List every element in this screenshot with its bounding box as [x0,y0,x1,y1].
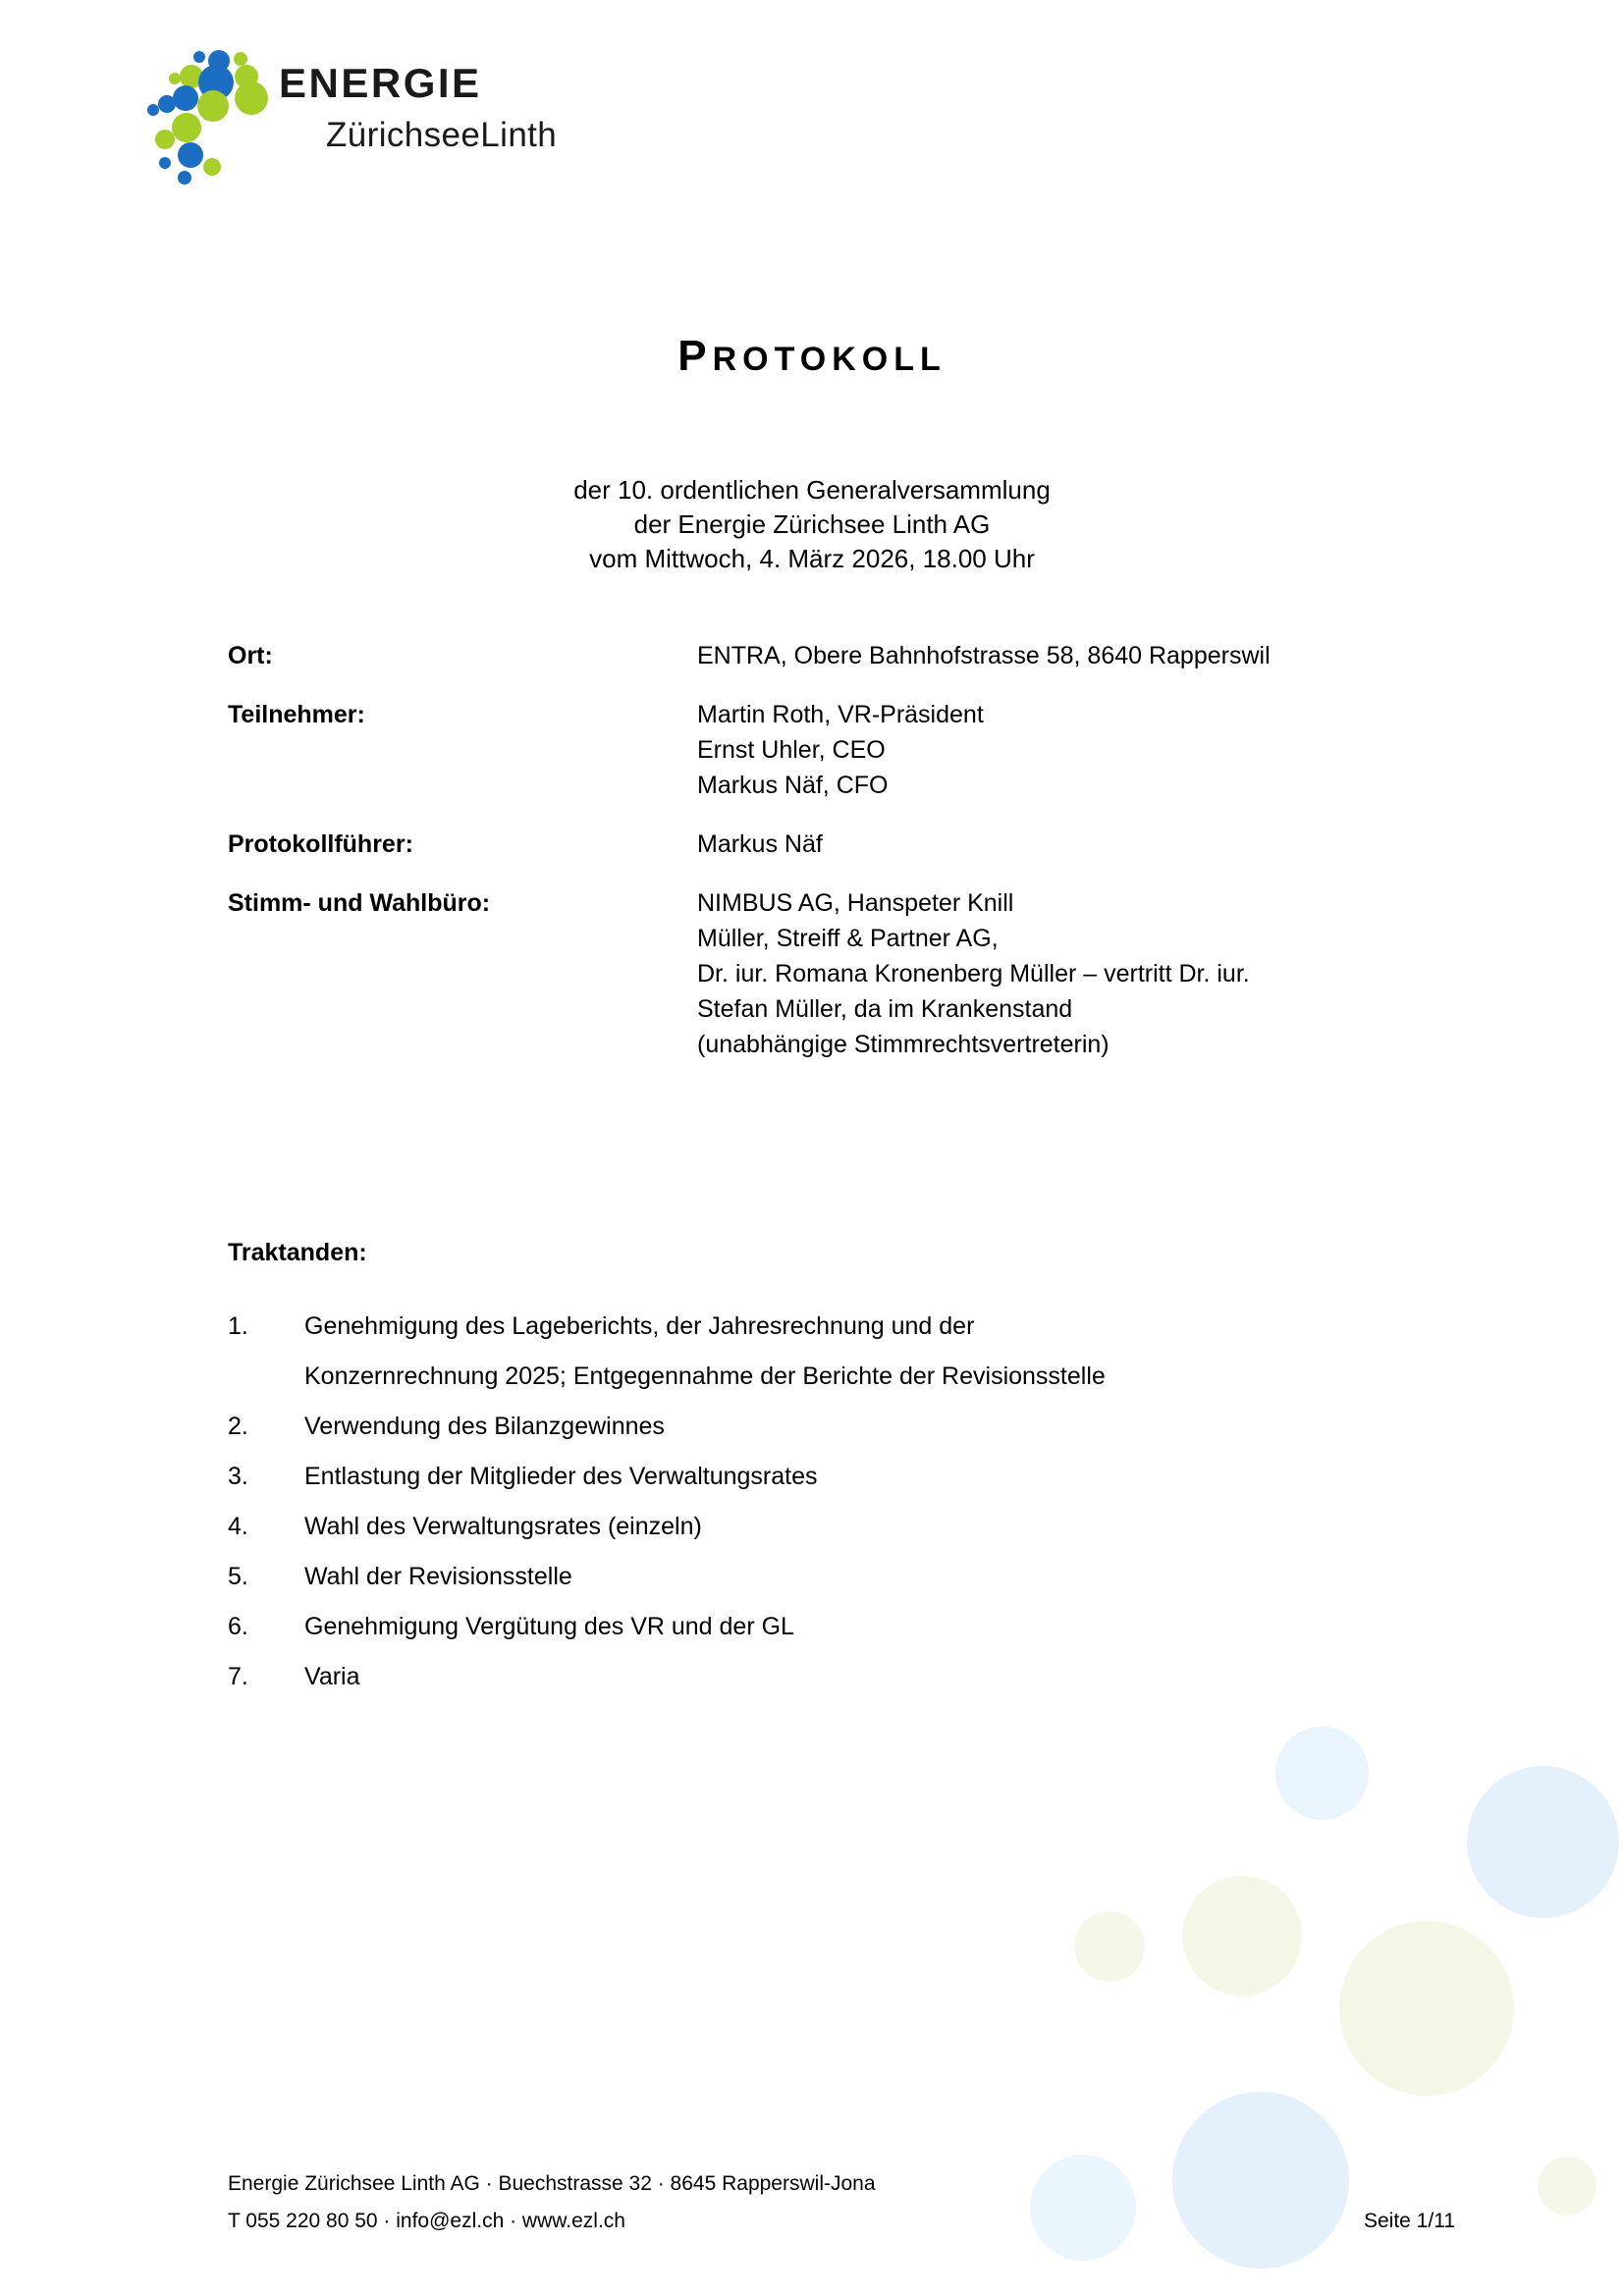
meta-label: Teilnehmer: [228,701,365,728]
agenda-item-number: 3. [228,1463,248,1490]
logo-wordmark [279,60,573,154]
meta-value-line: Dr. iur. Romana Kronenberg Müller – vertritt Dr. iur. [697,960,1250,988]
agenda-item-text: Wahl der Revisionsstelle [304,1563,572,1590]
meta-block [228,638,1406,1086]
meta-value-line: (unabhängige Stimmrechtsvertreterin) [697,1031,1110,1058]
agenda-item-text: Wahl des Verwaltungsrates (einzeln) [304,1513,702,1540]
logo-wordmark-secondary: ZürichseeLinth [326,116,558,154]
agenda-item [228,1602,1455,1652]
agenda-item-line: Genehmigung des Lageberichts, der Jahresrechnung und der [304,1312,975,1340]
meta-label: Protokollführer: [228,830,413,858]
agenda-item-number: 2. [228,1413,248,1440]
agenda-list [228,1302,1455,1702]
meta-value-line: NIMBUS AG, Hanspeter Knill [697,889,1014,917]
page-number: Seite 1/11 [1363,2210,1455,2232]
meta-row-protokollfuehrer [228,827,1406,862]
subtitle-line: der 10. ordentlichen Generalversammlung [573,475,1051,505]
logo-wordmark-primary: ENERGIE [279,60,482,106]
agenda-item-text: Genehmigung Vergütung des VR und der GL [304,1613,794,1640]
agenda-item-number: 4. [228,1513,248,1540]
agenda-item [228,1402,1455,1452]
subtitle-line: der Energie Zürichsee Linth AG [633,509,991,539]
agenda-item [228,1452,1455,1502]
decorative-bubble [1339,1921,1514,2096]
meta-value [697,885,1406,1062]
footer-contact-text: T 055 220 80 50 · info@ezl.ch · www.ezl.ch [228,2210,625,2232]
footer-contact-line [228,2203,1455,2240]
agenda-item-text: Entlastung der Mitglieder des Verwaltungsrates [304,1463,818,1490]
agenda-item [228,1302,1455,1402]
agenda-item [228,1502,1455,1552]
page-title-initial: P [677,332,713,380]
agenda-item-number: 7. [228,1663,248,1690]
meta-value-line: Stefan Müller, da im Krankenstand [697,995,1073,1023]
meta-value-line: Müller, Streiff & Partner AG, [697,925,999,952]
decorative-bubble [1467,1766,1619,1918]
page-title-rest: ROTOKOLL [712,341,947,378]
agenda-item-text [304,1302,1455,1402]
decorative-bubble [1074,1911,1145,1982]
meta-value-line: Markus Näf [697,830,823,858]
meta-row-stimm-und-wahlbuero [228,885,1406,1062]
agenda-item-number: 1. [228,1312,248,1340]
meta-value-line: Ernst Uhler, CEO [697,736,886,764]
decorative-bubble [1538,2157,1597,2216]
meta-value [697,638,1406,673]
agenda-item-number: 5. [228,1563,248,1590]
meta-value [697,697,1406,803]
meta-value-line: ENTRA, Obere Bahnhofstrasse 58, 8640 Rapperswil [697,642,1271,669]
subtitle-line: vom Mittwoch, 4. März 2026, 18.00 Uhr [589,544,1035,573]
agenda-item [228,1552,1455,1602]
meta-value-line: Markus Näf, CFO [697,772,889,799]
meta-label: Stimm- und Wahlbüro: [228,889,491,917]
agenda-item-text: Verwendung des Bilanzgewinnes [304,1413,665,1440]
agenda-item [228,1652,1455,1702]
document-subtitle [0,473,1624,576]
agenda-item-number: 6. [228,1613,248,1640]
company-logo [145,47,568,185]
meta-row-ort [228,638,1406,673]
page-footer [228,2165,1455,2240]
meta-row-teilnehmer [228,697,1406,803]
footer-address-line: Energie Zürichsee Linth AG · Buechstrasse 32 · 8645 Rapperswil-Jona [228,2172,876,2195]
meta-value-line: Martin Roth, VR-Präsident [697,701,984,728]
logo-dot-cluster-icon [145,47,273,185]
agenda-item-text: Varia [304,1663,360,1690]
agenda-heading: Traktanden: [228,1239,367,1266]
decorative-bubble [1182,1876,1302,1996]
decorative-bubble [1275,1727,1369,1820]
meta-label: Ort: [228,642,273,669]
meta-value [697,827,1406,862]
agenda-item-line: Konzernrechnung 2025; Entgegennahme der Berichte der Revisionsstelle [304,1362,1106,1390]
page-title [0,332,1624,381]
